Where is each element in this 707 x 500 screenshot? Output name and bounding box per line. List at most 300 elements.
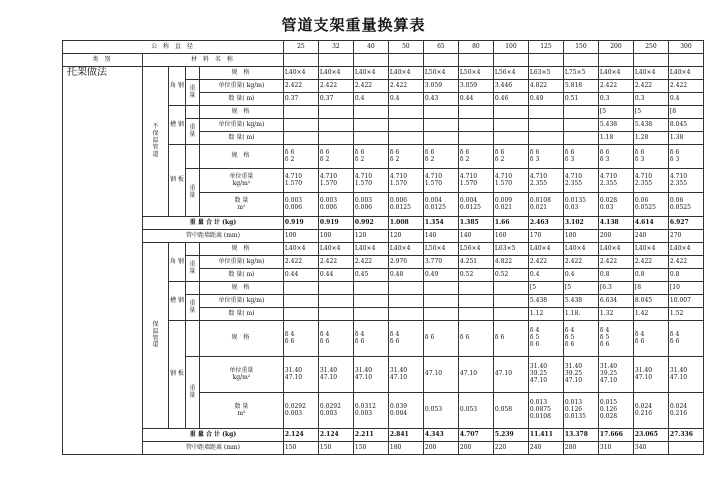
unit-cell xyxy=(458,119,493,132)
spec-cell xyxy=(528,106,563,119)
spec-cell: L63×5 xyxy=(493,243,528,256)
cell-line: 0.0292 xyxy=(319,402,341,410)
spec-cell: L40×4 xyxy=(598,243,633,256)
quantity-label: 数 量( m) xyxy=(199,308,283,321)
cell-line: δ 6 xyxy=(669,148,680,156)
distance-cell: 340 xyxy=(633,442,668,455)
quantity-cell: 0.37 xyxy=(283,93,318,106)
cell-line: 39.25 xyxy=(599,370,618,378)
spec-cell: [5 xyxy=(528,282,563,295)
cell-line: δ 4 xyxy=(284,330,295,338)
unit-cell xyxy=(353,119,388,132)
cell-line: 0.006 xyxy=(389,196,408,204)
cell-line: 0.006 xyxy=(319,203,338,211)
page-title: 管道支架重量换算表 xyxy=(281,16,426,34)
cell-line: 4.710 xyxy=(459,172,478,180)
spec-cell: L63×5 xyxy=(528,67,563,80)
distance-cell: 240 xyxy=(633,230,668,243)
unit-cell xyxy=(668,169,703,193)
quantity-cell: 1.42 xyxy=(633,308,668,321)
spec-cell xyxy=(563,106,598,119)
cell-line: δ 5 xyxy=(599,334,610,342)
quantity-cell xyxy=(388,132,423,145)
unit-cell: 2.422 xyxy=(353,256,388,269)
diameter-header-cell: 80 xyxy=(458,41,493,54)
quantity-cell xyxy=(458,393,493,429)
cell-line: 0.009 xyxy=(494,196,513,204)
cell-line: δ 6 xyxy=(494,148,505,156)
cell-line: 0.039 xyxy=(389,402,408,410)
cell-line: 0.013 xyxy=(529,399,548,407)
quantity-cell xyxy=(668,193,703,217)
cell-line: 47.10 xyxy=(459,370,478,378)
cell-line: 0.0525 xyxy=(634,203,656,211)
spec-cell: L40×4 xyxy=(283,67,318,80)
spec-cell: L40×4 xyxy=(668,243,703,256)
total-cell: 23.065 xyxy=(633,429,668,442)
material-name-label: 材 料 名 称 xyxy=(143,54,284,67)
quantity-cell xyxy=(458,193,493,217)
cell-line: 重 xyxy=(189,84,196,92)
total-cell: 11.411 xyxy=(528,429,563,442)
distance-cell: 270 xyxy=(668,230,703,243)
cell-line: δ 6 xyxy=(564,148,575,156)
quantity-cell xyxy=(353,193,388,217)
quantity-cell: 1.12 xyxy=(528,308,563,321)
quantity-cell: 1.18. xyxy=(563,308,598,321)
unit-cell xyxy=(528,119,563,132)
quantity-cell xyxy=(563,393,598,429)
spec-cell xyxy=(563,321,598,357)
spec-cell xyxy=(388,282,423,295)
cell-line: kg/m² xyxy=(232,373,251,381)
cell-line: 0.003 xyxy=(319,409,338,417)
diameter-header-cell: 300 xyxy=(668,41,703,54)
cell-line: 0.028 xyxy=(599,196,618,204)
unit-cell: 2.422 xyxy=(353,80,388,93)
unit-cell xyxy=(318,119,353,132)
unit-cell xyxy=(493,169,528,193)
cell-line: 1.570 xyxy=(319,179,338,187)
cell-line: 重 xyxy=(189,299,196,307)
cell-line: 0.0125 xyxy=(389,203,411,211)
cell-line: 47.10 xyxy=(529,376,548,384)
quantity-cell xyxy=(528,132,563,145)
spec-cell xyxy=(493,282,528,295)
unit-cell: 3.059 xyxy=(458,80,493,93)
weight-table xyxy=(62,40,704,455)
cell-line: 0.0108 xyxy=(529,412,551,420)
unit-cell: 2.422 xyxy=(633,256,668,269)
channel-steel-label: 槽 钢 xyxy=(169,282,186,321)
weight-label xyxy=(185,80,199,106)
distance-cell: 150 xyxy=(353,442,388,455)
nominal-diameter-label: 公 称 直 径 xyxy=(63,41,284,54)
cell-line: 31.40 xyxy=(389,366,408,374)
cell-line: 量 xyxy=(189,391,196,399)
spec-cell: L40×4 xyxy=(353,243,388,256)
cell-line: 1.570 xyxy=(494,179,513,187)
cell-line: 2.355 xyxy=(634,179,653,187)
cell-line: δ 4 xyxy=(354,330,365,338)
cell-line: 31.40 xyxy=(564,363,583,371)
quantity-cell: 1.38 xyxy=(668,132,703,145)
cell-line: 47.10 xyxy=(564,376,583,384)
plate-steel-label: 钢 板 xyxy=(169,321,186,429)
distance-cell: 170 xyxy=(528,230,563,243)
cell-line: 4.710 xyxy=(634,172,653,180)
quantity-cell xyxy=(423,193,458,217)
distance-label: 管中距墙距离 (mm) xyxy=(143,230,284,243)
table-row xyxy=(63,230,704,243)
quantity-cell xyxy=(563,193,598,217)
spec-cell: L75×5 xyxy=(563,67,598,80)
distance-cell: 150 xyxy=(318,442,353,455)
quantity-label xyxy=(199,193,283,217)
spec-cell xyxy=(528,321,563,357)
quantity-cell: 0.51 xyxy=(563,93,598,106)
cell-line: 2.355 xyxy=(599,179,618,187)
unit-cell: 5.438 xyxy=(563,295,598,308)
cell-line: δ 2 xyxy=(284,155,295,163)
cell-line: 31.40 xyxy=(319,366,338,374)
cell-line: 31.40 xyxy=(354,366,373,374)
plate-steel-label: 钢 板 xyxy=(169,145,186,217)
distance-cell: 200 xyxy=(423,442,458,455)
distance-cell: 140 xyxy=(423,230,458,243)
cell-line: 保 xyxy=(152,320,159,328)
unit-cell: 10.007 xyxy=(668,295,703,308)
diameter-header-cell: 32 xyxy=(318,41,353,54)
cell-line: 重 xyxy=(189,384,196,392)
quantity-cell: 0.3 xyxy=(633,93,668,106)
table-row xyxy=(63,442,704,455)
quantity-cell: 0.49 xyxy=(528,93,563,106)
total-cell: 1.385 xyxy=(458,217,493,230)
quantity-cell: 0.4 xyxy=(668,93,703,106)
total-cell: 0.919 xyxy=(283,217,318,230)
cell-line: δ 6 xyxy=(529,340,540,348)
quantity-cell xyxy=(423,393,458,429)
cell-line: δ 2 xyxy=(354,155,365,163)
quantity-cell xyxy=(318,132,353,145)
non_insulated-section-label xyxy=(143,67,169,217)
unit-cell xyxy=(388,295,423,308)
diameter-header-cell: 65 xyxy=(423,41,458,54)
unit-cell xyxy=(493,295,528,308)
distance-cell: 120 xyxy=(353,230,388,243)
spec-cell: L40×4 xyxy=(633,243,668,256)
quantity-cell xyxy=(283,393,318,429)
cell-line: 道 xyxy=(152,341,159,349)
spec-cell xyxy=(353,106,388,119)
cell-line: 0.0525 xyxy=(669,203,691,211)
quantity-cell xyxy=(528,193,563,217)
quantity-cell: 1.28 xyxy=(633,132,668,145)
distance-cell: 140 xyxy=(458,230,493,243)
cell-line: 管 xyxy=(152,334,159,342)
spec-cell xyxy=(423,145,458,169)
cell-line: δ 6 xyxy=(494,334,505,342)
quantity-cell: 0.8 xyxy=(668,269,703,282)
quantity-cell: 0.4 xyxy=(563,269,598,282)
spec-cell xyxy=(598,145,633,169)
cell-line: 4.710 xyxy=(354,172,373,180)
cell-line: 47.10 xyxy=(389,373,408,381)
cell-line: δ 3 xyxy=(599,155,610,163)
spec-cell xyxy=(423,321,458,357)
unit-cell: 3.446 xyxy=(493,80,528,93)
total-cell: 1.354 xyxy=(423,217,458,230)
total-cell: 2.463 xyxy=(528,217,563,230)
cell-line: 47.10 xyxy=(599,376,618,384)
cell-line: 0.06 xyxy=(669,196,684,204)
cell-line: 0.003 xyxy=(284,196,303,204)
cell-line: δ 3 xyxy=(564,155,575,163)
unit-cell xyxy=(423,295,458,308)
empty-cell xyxy=(668,54,703,67)
quantity-cell: 0.52 xyxy=(493,269,528,282)
cell-line: 1.570 xyxy=(424,179,443,187)
cell-line: 47.10 xyxy=(354,373,373,381)
spec-cell xyxy=(563,145,598,169)
cell-line: m² xyxy=(237,409,246,417)
cell-line: 0.126 xyxy=(564,406,583,414)
unit-cell xyxy=(283,357,318,393)
total-cell: 6.927 xyxy=(668,217,703,230)
cell-line: δ 6 xyxy=(599,148,610,156)
unit-cell xyxy=(388,169,423,193)
spec-cell: [6.3 xyxy=(598,282,633,295)
cell-line: 4.710 xyxy=(669,172,688,180)
cell-line: 0.013 xyxy=(564,399,583,407)
spec-cell xyxy=(353,282,388,295)
unit-cell xyxy=(528,357,563,393)
quantity-cell: 0.44 xyxy=(283,269,318,282)
cell-line: 0.0292 xyxy=(284,402,306,410)
quantity-label: 数 量( m) xyxy=(199,269,283,282)
quantity-cell: 0.52 xyxy=(458,269,493,282)
cell-line: 1.570 xyxy=(354,179,373,187)
unit-cell xyxy=(458,169,493,193)
cell-line: 重 xyxy=(189,184,196,192)
cell-line: 0.06 xyxy=(634,196,649,204)
total-cell: 4.707 xyxy=(458,429,493,442)
quantity-cell xyxy=(423,308,458,321)
quantity-cell xyxy=(353,132,388,145)
cell-line: 39.25 xyxy=(529,370,548,378)
cell-line: 不 xyxy=(152,123,159,131)
spec-cell: [10 xyxy=(668,282,703,295)
unit-cell xyxy=(353,169,388,193)
total-cell: 17.666 xyxy=(598,429,633,442)
cell-line: 1.570 xyxy=(459,179,478,187)
cell-line: δ 2 xyxy=(319,155,330,163)
total-cell: 0.919 xyxy=(318,217,353,230)
cell-line: 4.710 xyxy=(389,172,408,180)
empty-cell xyxy=(318,54,353,67)
unit-cell: 2.422 xyxy=(318,256,353,269)
blank-cell xyxy=(185,67,199,80)
cell-line: δ 6 xyxy=(284,337,295,345)
weight-label xyxy=(185,119,199,145)
quantity-cell xyxy=(493,308,528,321)
quantity-cell xyxy=(388,308,423,321)
empty-cell xyxy=(633,54,668,67)
diameter-header-cell: 100 xyxy=(493,41,528,54)
unit-cell xyxy=(283,295,318,308)
unit-weight-label: 单位重量( kg/m) xyxy=(199,295,283,308)
unit-cell xyxy=(423,169,458,193)
unit-weight-label: 单位重量( kg/m) xyxy=(199,256,283,269)
unit-cell xyxy=(423,119,458,132)
spec-cell: [8 xyxy=(633,282,668,295)
spec-cell: L40×4 xyxy=(353,67,388,80)
quantity-cell xyxy=(283,132,318,145)
cell-line: 0.216 xyxy=(669,409,688,417)
unit-cell: 2.422 xyxy=(598,80,633,93)
quantity-cell xyxy=(388,193,423,217)
total-cell: 0.992 xyxy=(353,217,388,230)
distance-cell xyxy=(668,442,703,455)
diameter-header-cell: 25 xyxy=(283,41,318,54)
cell-line: 0.003 xyxy=(319,196,338,204)
unit-cell: 2.422 xyxy=(668,80,703,93)
quantity-cell xyxy=(598,193,633,217)
unit-weight-label: 单位重量( kg/m) xyxy=(199,80,283,93)
spec-cell xyxy=(458,145,493,169)
cell-line: 0.003 xyxy=(354,409,373,417)
cell-line: δ 4 xyxy=(634,330,645,338)
cell-line: 39.25 xyxy=(564,370,583,378)
spec-cell: L50×4 xyxy=(423,67,458,80)
cell-line: 1.570 xyxy=(389,179,408,187)
cell-line: δ 2 xyxy=(459,155,470,163)
total-cell: 5.239 xyxy=(493,429,528,442)
distance-label: 管中距墙距离 (mm) xyxy=(143,442,284,455)
spec-cell xyxy=(283,106,318,119)
empty-cell xyxy=(423,54,458,67)
table-body xyxy=(63,41,704,455)
empty-cell xyxy=(598,54,633,67)
quantity-cell: 0.44 xyxy=(318,269,353,282)
cell-line: δ 6 xyxy=(669,337,680,345)
spec-cell: L40×4 xyxy=(563,243,598,256)
spec-cell xyxy=(283,145,318,169)
quantity-cell: 1.18 xyxy=(598,132,633,145)
quantity-cell: 0.8 xyxy=(598,269,633,282)
unit-cell: 3.770 xyxy=(423,256,458,269)
cell-line: 0.028 xyxy=(599,412,618,420)
cell-line: 0.0312 xyxy=(354,402,376,410)
empty-cell xyxy=(563,54,598,67)
quantity-cell: 0.44 xyxy=(458,93,493,106)
cell-line: 47.10 xyxy=(494,370,513,378)
unit-cell: 4.251 xyxy=(458,256,493,269)
unit-cell: 3.059 xyxy=(423,80,458,93)
cell-line: 0.006 xyxy=(354,203,373,211)
unit-cell: 5.818 xyxy=(563,80,598,93)
cell-line: 31.40 xyxy=(529,363,548,371)
unit-cell: 2.422 xyxy=(633,80,668,93)
spec-label: 规 格 xyxy=(199,243,283,256)
spec-cell: L50×4 xyxy=(423,243,458,256)
distance-cell: 180 xyxy=(563,230,598,243)
unit-cell xyxy=(318,295,353,308)
spec-cell: L40×4 xyxy=(633,67,668,80)
cell-line: 47.10 xyxy=(319,373,338,381)
total-cell: 2.124 xyxy=(318,429,353,442)
cell-line: 数 量 xyxy=(234,196,249,204)
quantity-cell: 0.4 xyxy=(388,93,423,106)
unit-cell: 5.438 xyxy=(598,119,633,132)
cell-line: δ 4 xyxy=(529,327,540,335)
total-label: 重 量 合 计 (kg) xyxy=(143,429,284,442)
spec-cell: L50×4 xyxy=(458,67,493,80)
cell-line: δ 6 xyxy=(459,148,470,156)
cell-line: 温 xyxy=(152,137,159,145)
total-label: 重 量 合 计 (kg) xyxy=(143,217,284,230)
quantity-cell: 0.4 xyxy=(353,93,388,106)
quantity-cell: 0.49 xyxy=(423,269,458,282)
spec-cell xyxy=(493,321,528,357)
cell-line: 0.0125 xyxy=(424,203,446,211)
unit-cell xyxy=(318,169,353,193)
cell-line: δ 6 xyxy=(424,334,435,342)
table-row xyxy=(63,67,704,80)
cell-line: 保 xyxy=(152,130,159,138)
quantity-cell xyxy=(458,132,493,145)
spec-cell xyxy=(318,321,353,357)
spec-label: 规 格 xyxy=(199,106,283,119)
cell-line: 4.710 xyxy=(494,172,513,180)
spec-cell xyxy=(423,282,458,295)
angle-steel-label: 角 钢 xyxy=(169,67,186,106)
cell-line: 2.355 xyxy=(529,179,548,187)
spec-label: 规 格 xyxy=(199,145,283,169)
diameter-header-cell: 200 xyxy=(598,41,633,54)
cell-line: 0.021 xyxy=(529,203,548,211)
spec-cell xyxy=(388,145,423,169)
spec-cell xyxy=(318,145,353,169)
total-cell: 1.008 xyxy=(388,217,423,230)
spec-cell: [5 xyxy=(563,282,598,295)
cell-line: δ 2 xyxy=(424,155,435,163)
empty-cell xyxy=(283,54,318,67)
cell-line: 0.004 xyxy=(389,409,408,417)
spec-cell: L40×4 xyxy=(318,67,353,80)
cell-line: 0.024 xyxy=(634,402,653,410)
cell-line: 0.004 xyxy=(459,196,478,204)
distance-cell: 160 xyxy=(493,230,528,243)
spec-cell xyxy=(598,321,633,357)
quantity-cell: 0.43 xyxy=(423,93,458,106)
spec-cell xyxy=(388,106,423,119)
spec-cell xyxy=(528,145,563,169)
quantity-cell xyxy=(563,132,598,145)
quantity-cell xyxy=(283,308,318,321)
spec-cell: L56×4 xyxy=(493,67,528,80)
weight-label xyxy=(185,169,199,217)
spec-cell: L40×4 xyxy=(668,67,703,80)
quantity-cell xyxy=(458,308,493,321)
cell-line: 量 xyxy=(189,267,196,275)
unit-cell xyxy=(598,169,633,193)
insulated-section-label xyxy=(143,243,169,429)
diameter-header-cell: 250 xyxy=(633,41,668,54)
unit-cell: 5.438 xyxy=(528,295,563,308)
unit-cell xyxy=(283,169,318,193)
